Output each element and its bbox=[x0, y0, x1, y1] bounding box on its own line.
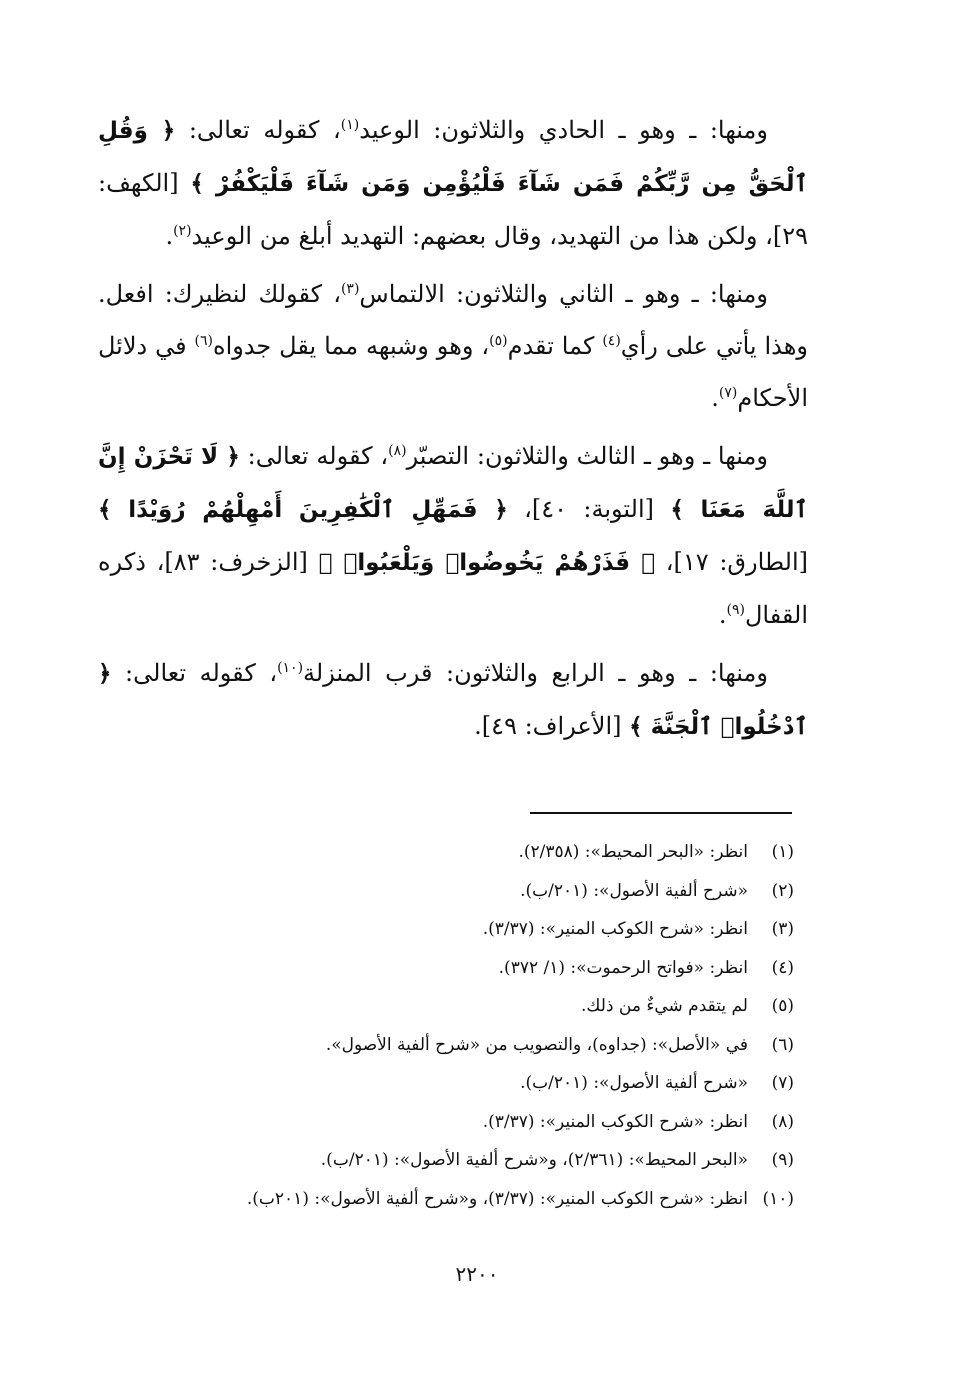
text-run: [الكهف: ٢٩]، ولكن هذا من التهديد، وقال بعضهم: التهديد أبلغ من الوعيد bbox=[98, 169, 808, 250]
footnote-ref: (٤) bbox=[602, 333, 621, 349]
footnote bbox=[140, 910, 794, 949]
footnote-text: انظر: «فواتح الرحموت»: (١/ ٣٧٢). bbox=[498, 957, 748, 978]
text-run: ومنها: ـ وهو ـ الحادي والثلاثون: الوعيد bbox=[359, 116, 768, 144]
text-run: ، كقوله تعالى: bbox=[175, 116, 341, 144]
footnote-text: في «الأصل»: (جداوه)، والتصويب من «شرح ألفية الأصول». bbox=[325, 1034, 748, 1055]
text-run: [الطارق: ١٧]، bbox=[655, 548, 808, 576]
footnote bbox=[140, 833, 794, 872]
text-run: [التوبة: ٤٠]، bbox=[507, 495, 671, 523]
footnote-number: (١) bbox=[771, 842, 794, 862]
footnote-number: (١٠) bbox=[762, 1188, 794, 1209]
footnote-number: (٣) bbox=[771, 919, 794, 939]
text-run: [الأعراف: ٤٩]. bbox=[474, 712, 630, 740]
paragraph bbox=[98, 430, 808, 641]
text-run: ، كقوله تعالى: bbox=[111, 659, 278, 687]
text-run: . bbox=[718, 601, 727, 629]
paragraph bbox=[98, 268, 808, 424]
footnote bbox=[140, 1064, 794, 1103]
quran-verse: ﴿ فَذَرْهُمْ يَخُوضُوا۟ وَيَلْعَبُوا۟ ﴾ bbox=[318, 550, 655, 576]
footnote-ref: (٦) bbox=[194, 333, 213, 349]
footnote bbox=[140, 1180, 794, 1219]
footnote-text: «شرح ألفية الأصول»: (٢٠١/ب). bbox=[520, 1073, 748, 1093]
text-run: . bbox=[165, 222, 174, 250]
paragraph bbox=[98, 647, 808, 753]
footnote-number: (٢) bbox=[771, 880, 794, 901]
footnote bbox=[140, 872, 794, 911]
text-run: في دلائل الأحكام bbox=[98, 332, 808, 412]
page-number: ٢٢٠٠ bbox=[455, 1262, 499, 1286]
footnote-ref: (١٠) bbox=[277, 660, 304, 676]
footnote-number: (٩) bbox=[771, 1150, 794, 1170]
quran-verse: ﴿ لَا تَحْزَنْ إِنَّ ٱللَّهَ مَعَنَا ﴾ bbox=[98, 444, 808, 523]
footnote bbox=[140, 949, 794, 988]
text-run: ، كقولك لنظيرك: افعل. وهذا يأتي على رأي bbox=[98, 280, 809, 360]
footnote bbox=[140, 987, 794, 1026]
footnote-number: (٦) bbox=[771, 1034, 794, 1055]
quran-verse: ﴿ وَقُلِ ٱلْحَقُّ مِن رَّبِّكُمْ فَمَن شَآءَ فَلْيُؤْمِن وَمَن شَآءَ فَلْيَكْفُرْ ﴾ bbox=[98, 118, 808, 197]
quran-verse: ﴿ ٱدْخُلُوا۟ ٱلْجَنَّةَ ﴾ bbox=[98, 661, 808, 740]
footnote-ref: (٩) bbox=[726, 602, 745, 618]
paragraph bbox=[98, 104, 808, 262]
main-text bbox=[98, 104, 808, 753]
text-run: ومنها: ـ وهو ـ الثاني والثلاثون: الالتماس bbox=[359, 280, 768, 308]
footnote-text: انظر: «البحر المحيط»: (٢/٣٥٨). bbox=[518, 842, 748, 862]
footnote-separator bbox=[530, 812, 792, 814]
footnote-ref: (٧) bbox=[718, 385, 738, 401]
footnote-text: لم يتقدم شيءٌ من ذلك. bbox=[581, 996, 748, 1016]
footnote-number: (٥) bbox=[771, 996, 794, 1016]
footnote bbox=[140, 1103, 794, 1142]
footnote-text: «شرح ألفية الأصول»: (٢٠١/ب). bbox=[520, 880, 748, 901]
footnote-text: انظر: «شرح الكوكب المنير»: (٣/٣٧)، و«شرح ألفية الأصول»: (٢٠١ب). bbox=[246, 1188, 748, 1209]
footnote-ref: (١) bbox=[340, 117, 360, 133]
text-run: ، كقوله تعالى: bbox=[239, 442, 389, 470]
footnote-number: (٨) bbox=[771, 1111, 794, 1132]
footnote-text: «البحر المحيط»: (٢/٣٦١)، و«شرح ألفية الأصول»: (٢٠١/ب). bbox=[320, 1150, 748, 1170]
footnote-text: انظر: «شرح الكوكب المنير»: (٣/٣٧). bbox=[482, 919, 748, 939]
footnote bbox=[140, 1026, 794, 1065]
footnote-ref: (٢) bbox=[173, 223, 192, 239]
footnotes-list bbox=[140, 833, 794, 1218]
quran-verse: ﴿ فَمَهِّلِ ٱلْكَٰفِرِينَ أَمْهِلْهُمْ رُوَيْدًا ﴾ bbox=[98, 497, 508, 523]
text-run: . bbox=[711, 384, 719, 412]
footnote-ref: (٣) bbox=[340, 281, 360, 297]
footnote-number: (٧) bbox=[771, 1073, 794, 1093]
text-run: ومنها: ـ وهو ـ الرابع والثلاثون: قرب المنزلة bbox=[303, 659, 768, 687]
text-run: ومنها ـ وهو ـ الثالث والثلاثون: التصبّر bbox=[406, 442, 768, 470]
text-run: ، وهو وشبهه مما يقل جدواه bbox=[213, 332, 490, 360]
footnote-ref: (٨) bbox=[388, 443, 407, 459]
footnote bbox=[140, 1141, 794, 1180]
text-run: [الزخرف: ٨٣]، ذكره القفال bbox=[98, 548, 808, 629]
footnote-text: انظر: «شرح الكوكب المنير»: (٣/٣٧). bbox=[482, 1111, 748, 1132]
text-run: كما تقدم bbox=[507, 332, 603, 360]
footnote-ref: (٥) bbox=[489, 333, 508, 349]
footnote-number: (٤) bbox=[771, 957, 794, 978]
